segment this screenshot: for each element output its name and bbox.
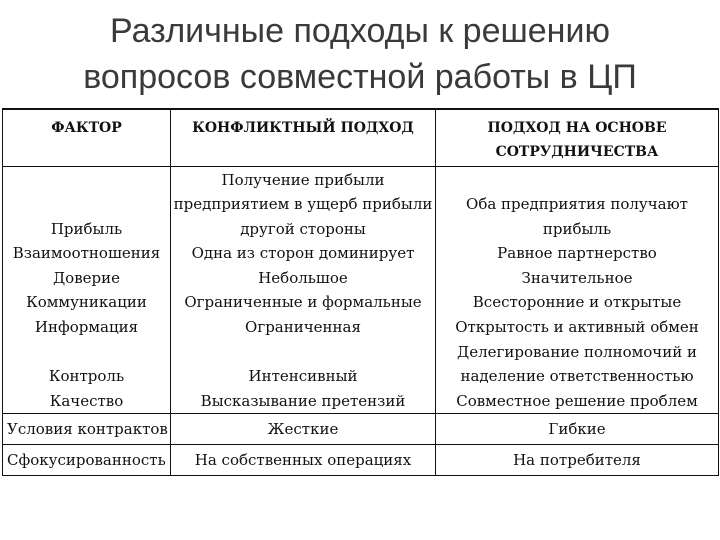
slide-title <box>0 8 720 100</box>
conflict-cell: Высказывание претензий <box>200 391 406 410</box>
table-header-row <box>3 109 719 167</box>
title-line-2: вопросов совместной работы в ЦП <box>83 58 637 96</box>
factor-contracts: Условия контрактов <box>3 414 171 445</box>
coop-cell: Значительное <box>521 268 633 287</box>
coop-cell: Оба предприятия получают <box>466 195 688 213</box>
conflict-cell: Одна из сторон доминирует <box>191 244 415 262</box>
conflict-cell: Ограниченные и формальные <box>184 293 422 311</box>
header-conflict: КОНФЛИКТНЫЙ ПОДХОД <box>171 109 436 167</box>
table-row <box>3 339 719 414</box>
factor-cell: Прибыль <box>50 219 123 238</box>
factor-cell: Коммуникации <box>26 293 147 311</box>
conflict-cell: другой стороны <box>240 219 366 238</box>
table-row <box>3 445 719 476</box>
conflict-cell: Получение прибыли <box>221 170 385 189</box>
group2-factors <box>3 339 171 414</box>
title-line-1: Различные подходы к решению <box>110 12 610 50</box>
conflict-cell: Интенсивный <box>248 367 358 385</box>
factor-cell: Контроль <box>48 367 125 385</box>
coop-cell: наделение ответственностью <box>460 367 694 385</box>
factor-focus: Сфокусированность <box>3 445 171 476</box>
factor-cell: Информация <box>34 317 139 336</box>
header-cooperation <box>436 109 719 167</box>
coop-focus: На потребителя <box>436 445 719 476</box>
header-cooperation-line-1: ПОДХОД НА ОСНОВЕ <box>487 120 667 136</box>
header-factor: ФАКТОР <box>3 109 171 167</box>
comparison-table <box>2 108 719 476</box>
factor-cell: Доверие <box>52 268 121 287</box>
table-row <box>3 414 719 445</box>
group2-conflict <box>171 339 436 414</box>
coop-cell: Совместное решение проблем <box>456 391 698 410</box>
factor-cell: Качество <box>49 391 124 410</box>
conflict-cell: Небольшое <box>258 268 348 287</box>
conflict-contracts: Жесткие <box>171 414 436 445</box>
group2-cooperation <box>436 339 719 414</box>
group1-conflict <box>171 167 436 340</box>
coop-cell: Всесторонние и открытые <box>472 293 682 311</box>
factor-cell: Взаимоотношения <box>12 244 161 262</box>
group1-factors <box>3 167 171 340</box>
coop-cell: Открытость и активный обмен <box>455 317 699 336</box>
group1-cooperation <box>436 167 719 340</box>
header-cooperation-line-2: СОТРУДНИЧЕСТВА <box>495 144 659 160</box>
conflict-cell: предприятием в ущерб прибыли <box>173 195 433 213</box>
coop-cell: прибыль <box>542 219 612 238</box>
conflict-cell: Ограниченная <box>245 317 361 336</box>
coop-contracts: Гибкие <box>436 414 719 445</box>
coop-cell: Равное партнерство <box>497 244 657 262</box>
coop-cell: Делегирование полномочий и <box>457 342 697 361</box>
table-row <box>3 167 719 340</box>
conflict-focus: На собственных операциях <box>171 445 436 476</box>
